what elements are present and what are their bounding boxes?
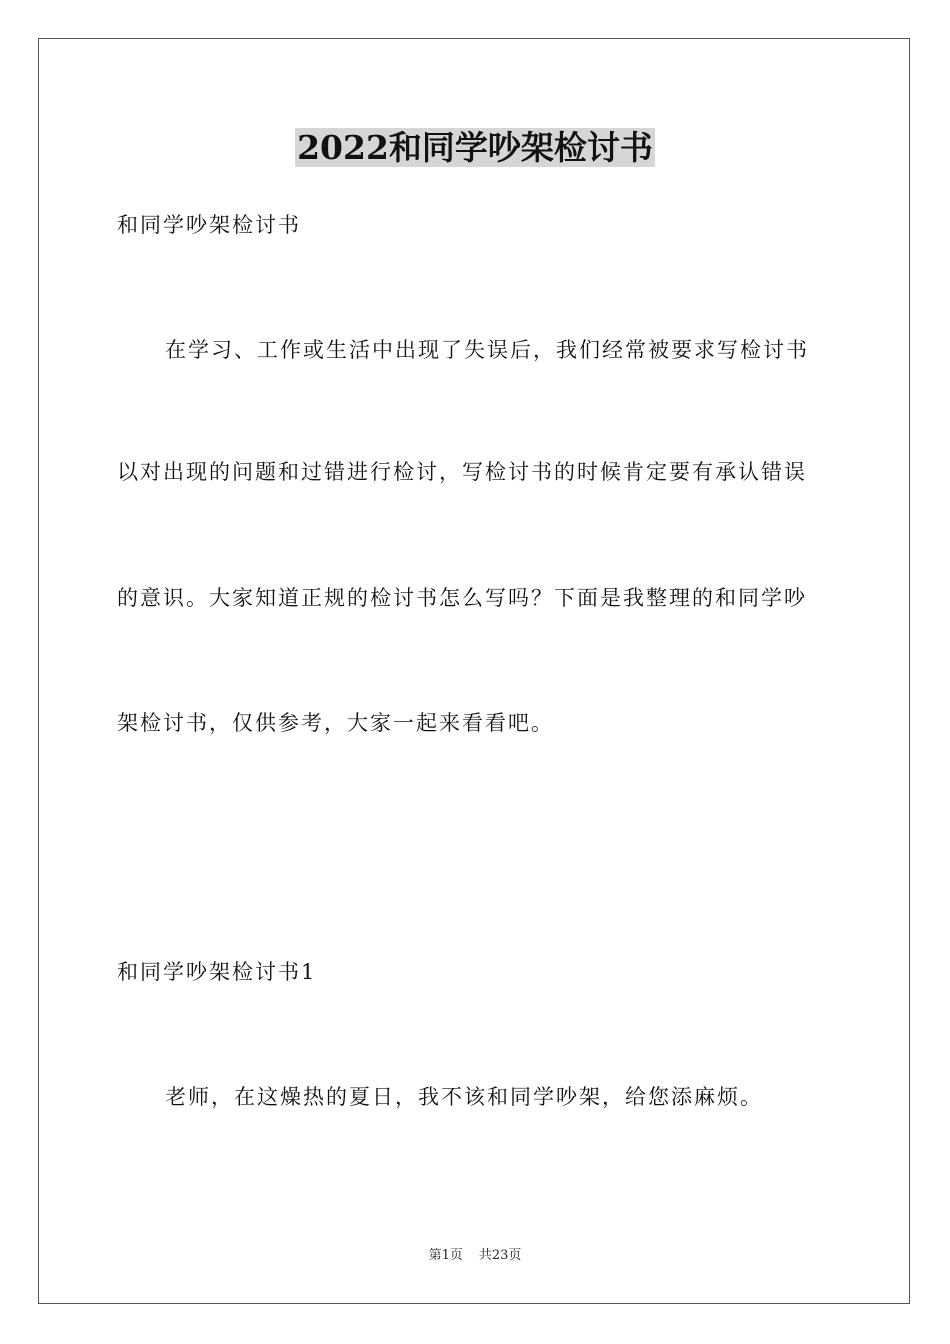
document-subtitle: 和同学吵架检讨书 (117, 213, 301, 237)
page-number: 第1页 (428, 1248, 463, 1263)
section-heading: 和同学吵架检讨书1 (117, 960, 317, 984)
paragraph-line: 以对出现的问题和过错进行检讨，写检讨书的时候肯定要有承认错误 (117, 460, 807, 484)
paragraph-line: 在学习、工作或生活中出现了失误后，我们经常被要求写检讨书 (165, 338, 809, 362)
paragraph-line: 的意识。大家知道正规的检讨书怎么写吗？下面是我整理的和同学吵 (117, 586, 807, 610)
document-title (0, 128, 950, 168)
paragraph-line: 架检讨书，仅供参考，大家一起来看看吧。 (117, 711, 554, 735)
page-total: 共23页 (478, 1248, 522, 1263)
paragraph-line: 老师，在这燥热的夏日，我不该和同学吵架，给您添麻烦。 (165, 1085, 763, 1109)
document-title-text: 2022和同学吵架检讨书 (297, 128, 653, 167)
page-footer (0, 1247, 950, 1265)
